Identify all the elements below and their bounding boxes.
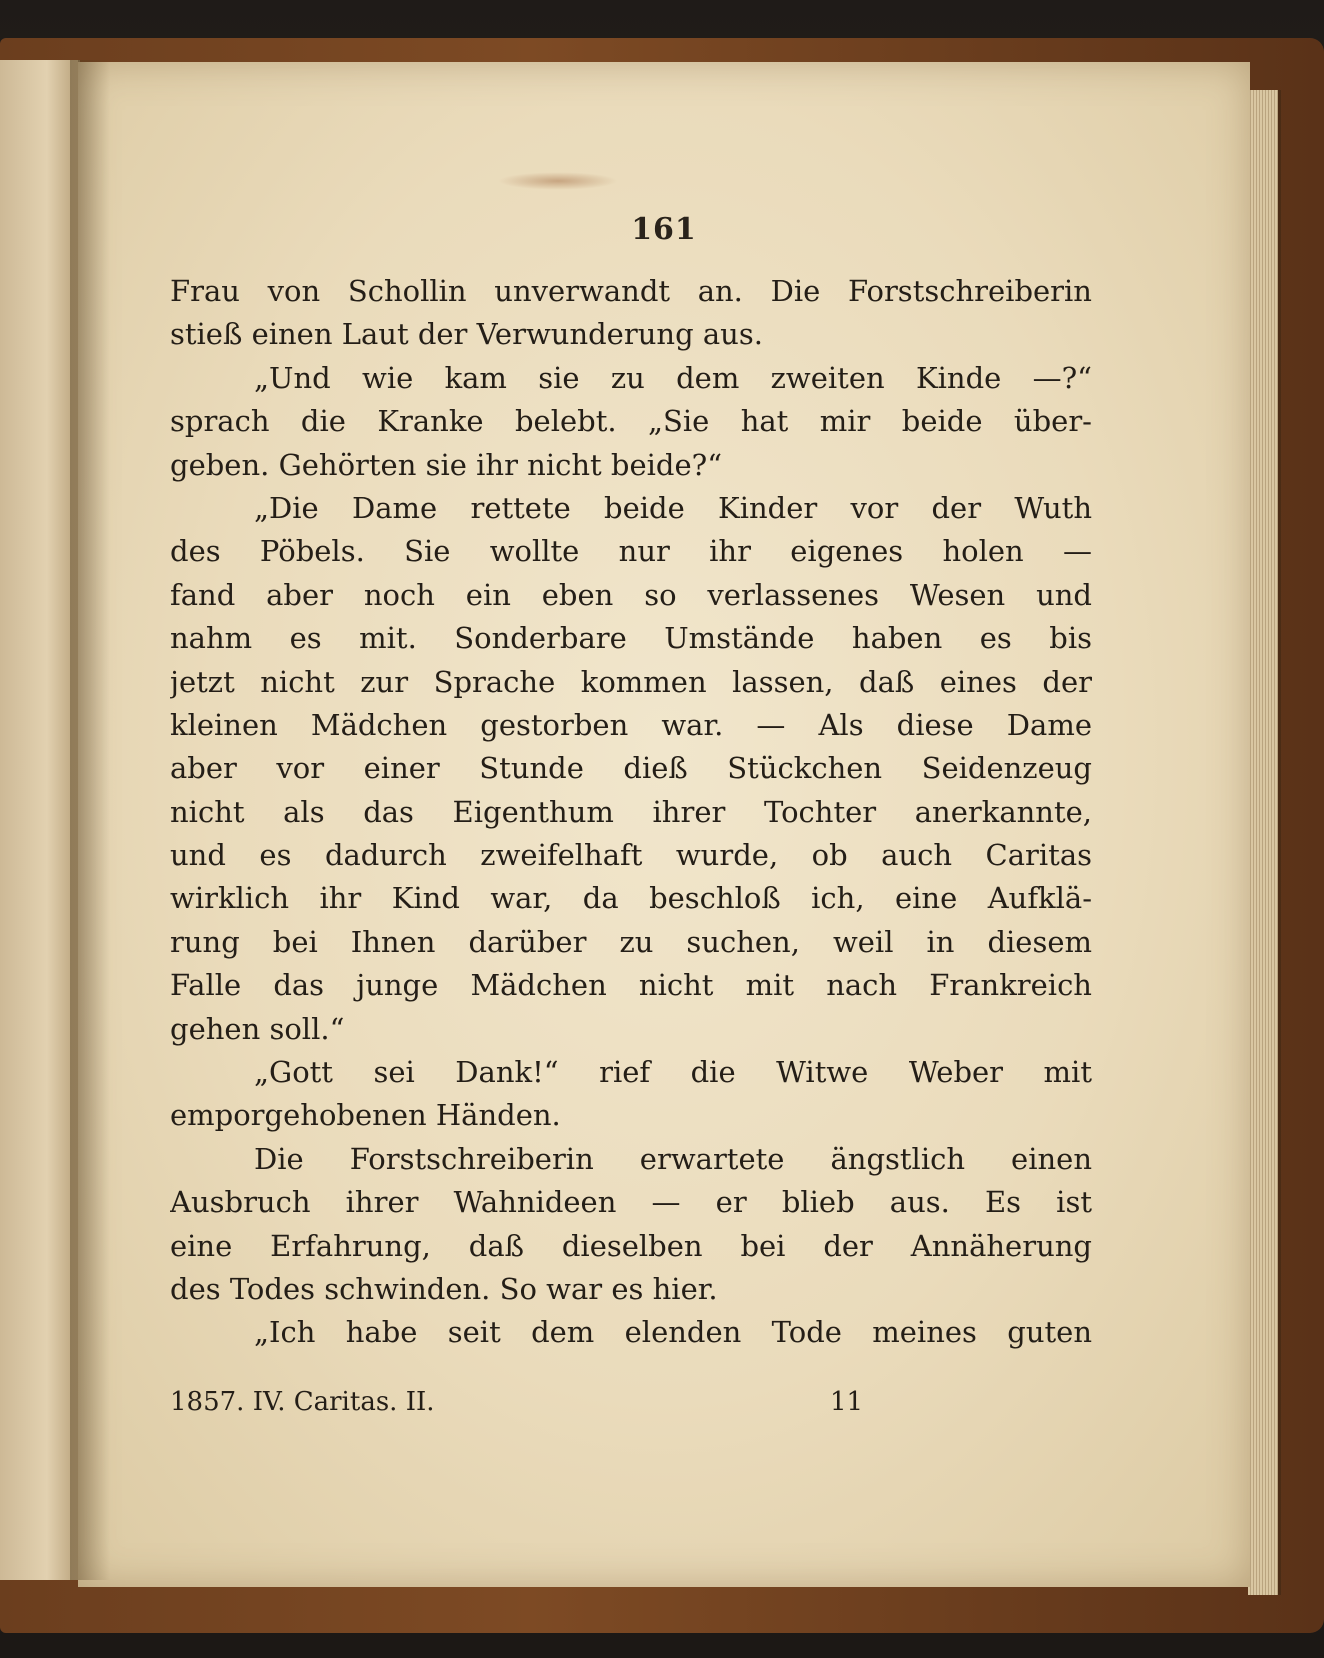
text-line: „Und wie kam sie zu dem zweiten Kinde —?“ [254,360,1092,395]
text-line: Frau von Schollin unverwandt an. Die Forstschreiberin [170,274,1092,308]
text-line: Ausbruch ihrer Wahnideen — er blieb aus. Es ist [170,1185,1092,1220]
page-stain [498,172,618,190]
text-line: stieß einen Laut der Verwunderung aus. [170,317,763,352]
footer-sheet-number: 11 [830,1387,864,1417]
text-line: emporgehobenen Händen. [170,1098,561,1133]
book-page [78,62,1250,1587]
text-line: eine Erfahrung, daß dieselben bei der Annäherung [170,1228,1092,1263]
text-line: wirklich ihr Kind war, da beschloß ich, eine Aufklä- [170,881,1092,916]
text-line: Die Forstschreiberin erwartete ängstlich einen [254,1141,1092,1176]
text-line: „Ich habe seit dem elenden Tode meines guten [254,1315,1092,1350]
text-line: jetzt nicht zur Sprache kommen lassen, daß eines der [170,664,1092,699]
text-line: und es dadurch zweifelhaft wurde, ob auch Caritas [170,838,1092,873]
text-line: fand aber noch ein eben so verlassenes Wesen und [170,577,1092,612]
text-line: kleinen Mädchen gestorben war. — Als diese Dame [170,707,1092,742]
page-number: 161 [631,212,697,247]
text-line: gehen soll.“ [170,1011,345,1046]
text-line: rung bei Ihnen darüber zu suchen, weil in diesem [170,924,1092,959]
spine-shadow [70,60,110,1580]
text-line: des Pöbels. Sie wollte nur ihr eigenes holen — [170,534,1092,569]
text-line: geben. Gehörten sie ihr nicht beide?“ [170,447,723,482]
text-line: nahm es mit. Sonderbare Umstände haben es bis [170,621,1092,656]
text-line: „Gott sei Dank!“ rief die Witwe Weber mit [254,1055,1092,1090]
text-line: „Die Dame rettete beide Kinder vor der Wuth [254,490,1092,525]
left-page-edge [0,60,80,1580]
page-edges [1248,90,1281,1595]
page-footer [170,1387,1092,1427]
text-body [170,270,1092,1355]
text-line: nicht als das Eigenthum ihrer Tochter anerkannte, [170,794,1092,829]
text-line: Falle das junge Mädchen nicht mit nach Frankreich [170,968,1092,1003]
text-line: des Todes schwinden. So war es hier. [170,1271,718,1306]
text-line: sprach die Kranke belebt. „Sie hat mir beide über- [170,404,1092,439]
text-line: aber vor einer Stunde dieß Stückchen Seidenzeug [170,751,1092,786]
footer-signature: 1857. IV. Caritas. II. [170,1387,435,1417]
